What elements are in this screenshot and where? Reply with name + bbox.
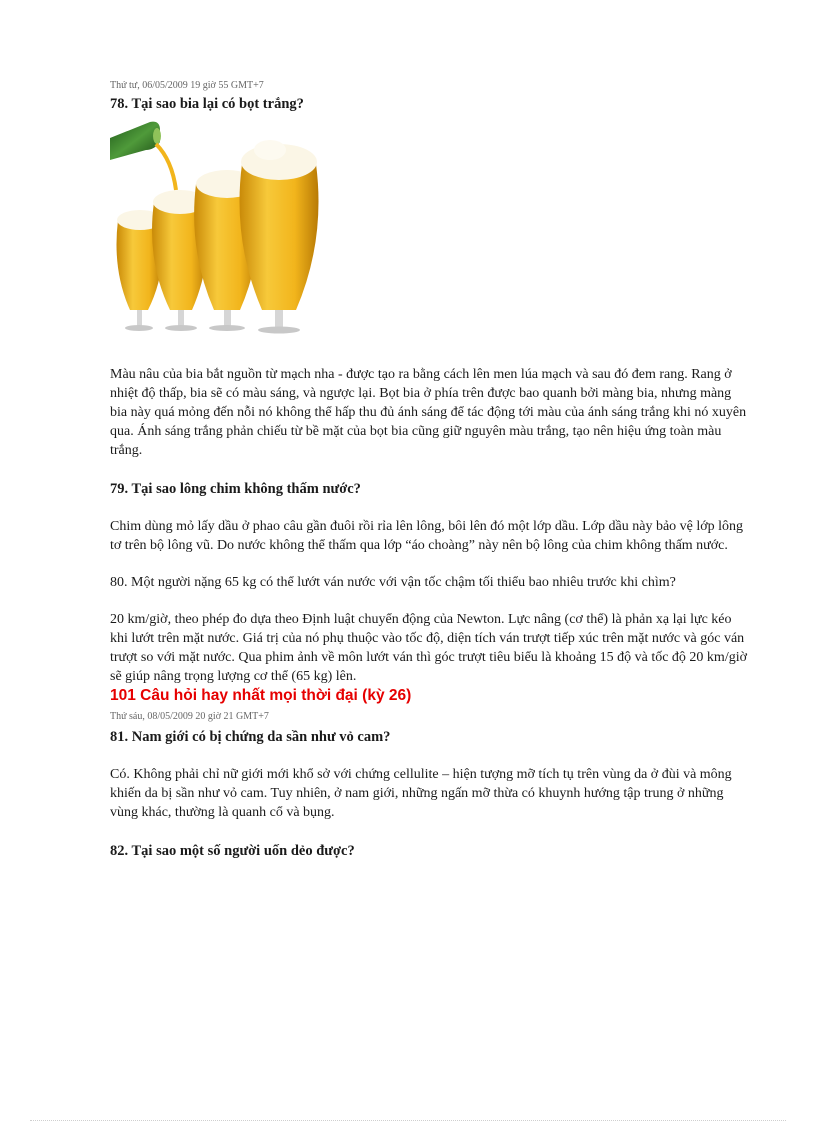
question-82-title: 82. Tại sao một số người uốn dẻo được? — [110, 843, 355, 859]
beer-glasses-image — [110, 120, 350, 335]
question-81-title: 81. Nam giới có bị chứng da sần như vỏ cam? — [110, 729, 391, 745]
question-78-title: 78. Tại sao bia lại có bọt trắng? — [110, 96, 304, 112]
question-79-title: 79. Tại sao lông chim không thấm nước? — [110, 481, 361, 497]
page-bottom-divider — [30, 1120, 786, 1121]
question-80-title: 80. Một người nặng 65 kg có thể lướt ván nước với vận tốc chậm tối thiểu bao nhiêu trước khi chìm? — [110, 575, 676, 590]
question-79-answer: Chim dùng mỏ lấy dầu ở phao câu gần đuôi rồi rỉa lên lông, bôi lên đó một lớp dầu. Lớp dầu này bảo vệ lớp lông tơ trên bộ lông vũ. Do nước không thể thấm qua lớp “áo choàng” này nên bộ lông của chim không thấm nước. — [110, 519, 744, 553]
article-heading[interactable]: 101 Câu hỏi hay nhất mọi thời đại (kỳ 26) — [110, 687, 412, 704]
question-80-answer: 20 km/giờ, theo phép đo dựa theo Định luật chuyển động của Newton. Lực nâng (cơ thể) là phản xạ lại lực kéo khi lướt trên mặt nước. Giá trị của nó phụ thuộc vào tốc độ, diện tích ván trượt tiếp xúc trên mặt nước và góc ván trượt so với mặt nước. Qua phim ảnh về môn lướt ván thì góc trượt tiêu biểu là khoảng 15 độ và tốc độ 20 km/giờ sẽ giúp nâng trọng lượng cơ thể (65 kg) lên. — [110, 612, 748, 684]
article-date-2: Thứ sáu, 08/05/2009 20 giờ 21 GMT+7 — [110, 711, 269, 722]
question-81-answer: Có. Không phải chỉ nữ giới mới khổ sở với chứng cellulite – hiện tượng mỡ tích tụ trên vùng da ở đùi và mông khiến da bị sần như vỏ cam. Tuy nhiên, ở nam giới, những ngấn mỡ thừa có khuynh hướng tập trung ở những vùng khác, thường là quanh cổ và bụng. — [110, 767, 732, 820]
article-date: Thứ tư, 06/05/2009 19 giờ 55 GMT+7 — [110, 80, 264, 91]
document-page — [110, 80, 750, 861]
question-78-answer: Màu nâu của bia bắt nguồn từ mạch nha - được tạo ra bằng cách lên men lúa mạch và sau đó đem rang. Rang ở nhiệt độ thấp, bia sẽ có màu sáng, và ngược lại. Bọt bia ở phía trên được bao quanh bởi màng bia, nhưng màng bia này quá mỏng đến nỗi nó không thể hấp thu đủ ánh sáng để tác động tới màu của ánh sáng trắng khi nó xuyên qua. Ánh sáng trắng phản chiếu từ bề mặt của bọt bia cũng giữ nguyên màu trắng, tạo nên hiệu ứng toàn màu trắng. — [110, 367, 747, 458]
